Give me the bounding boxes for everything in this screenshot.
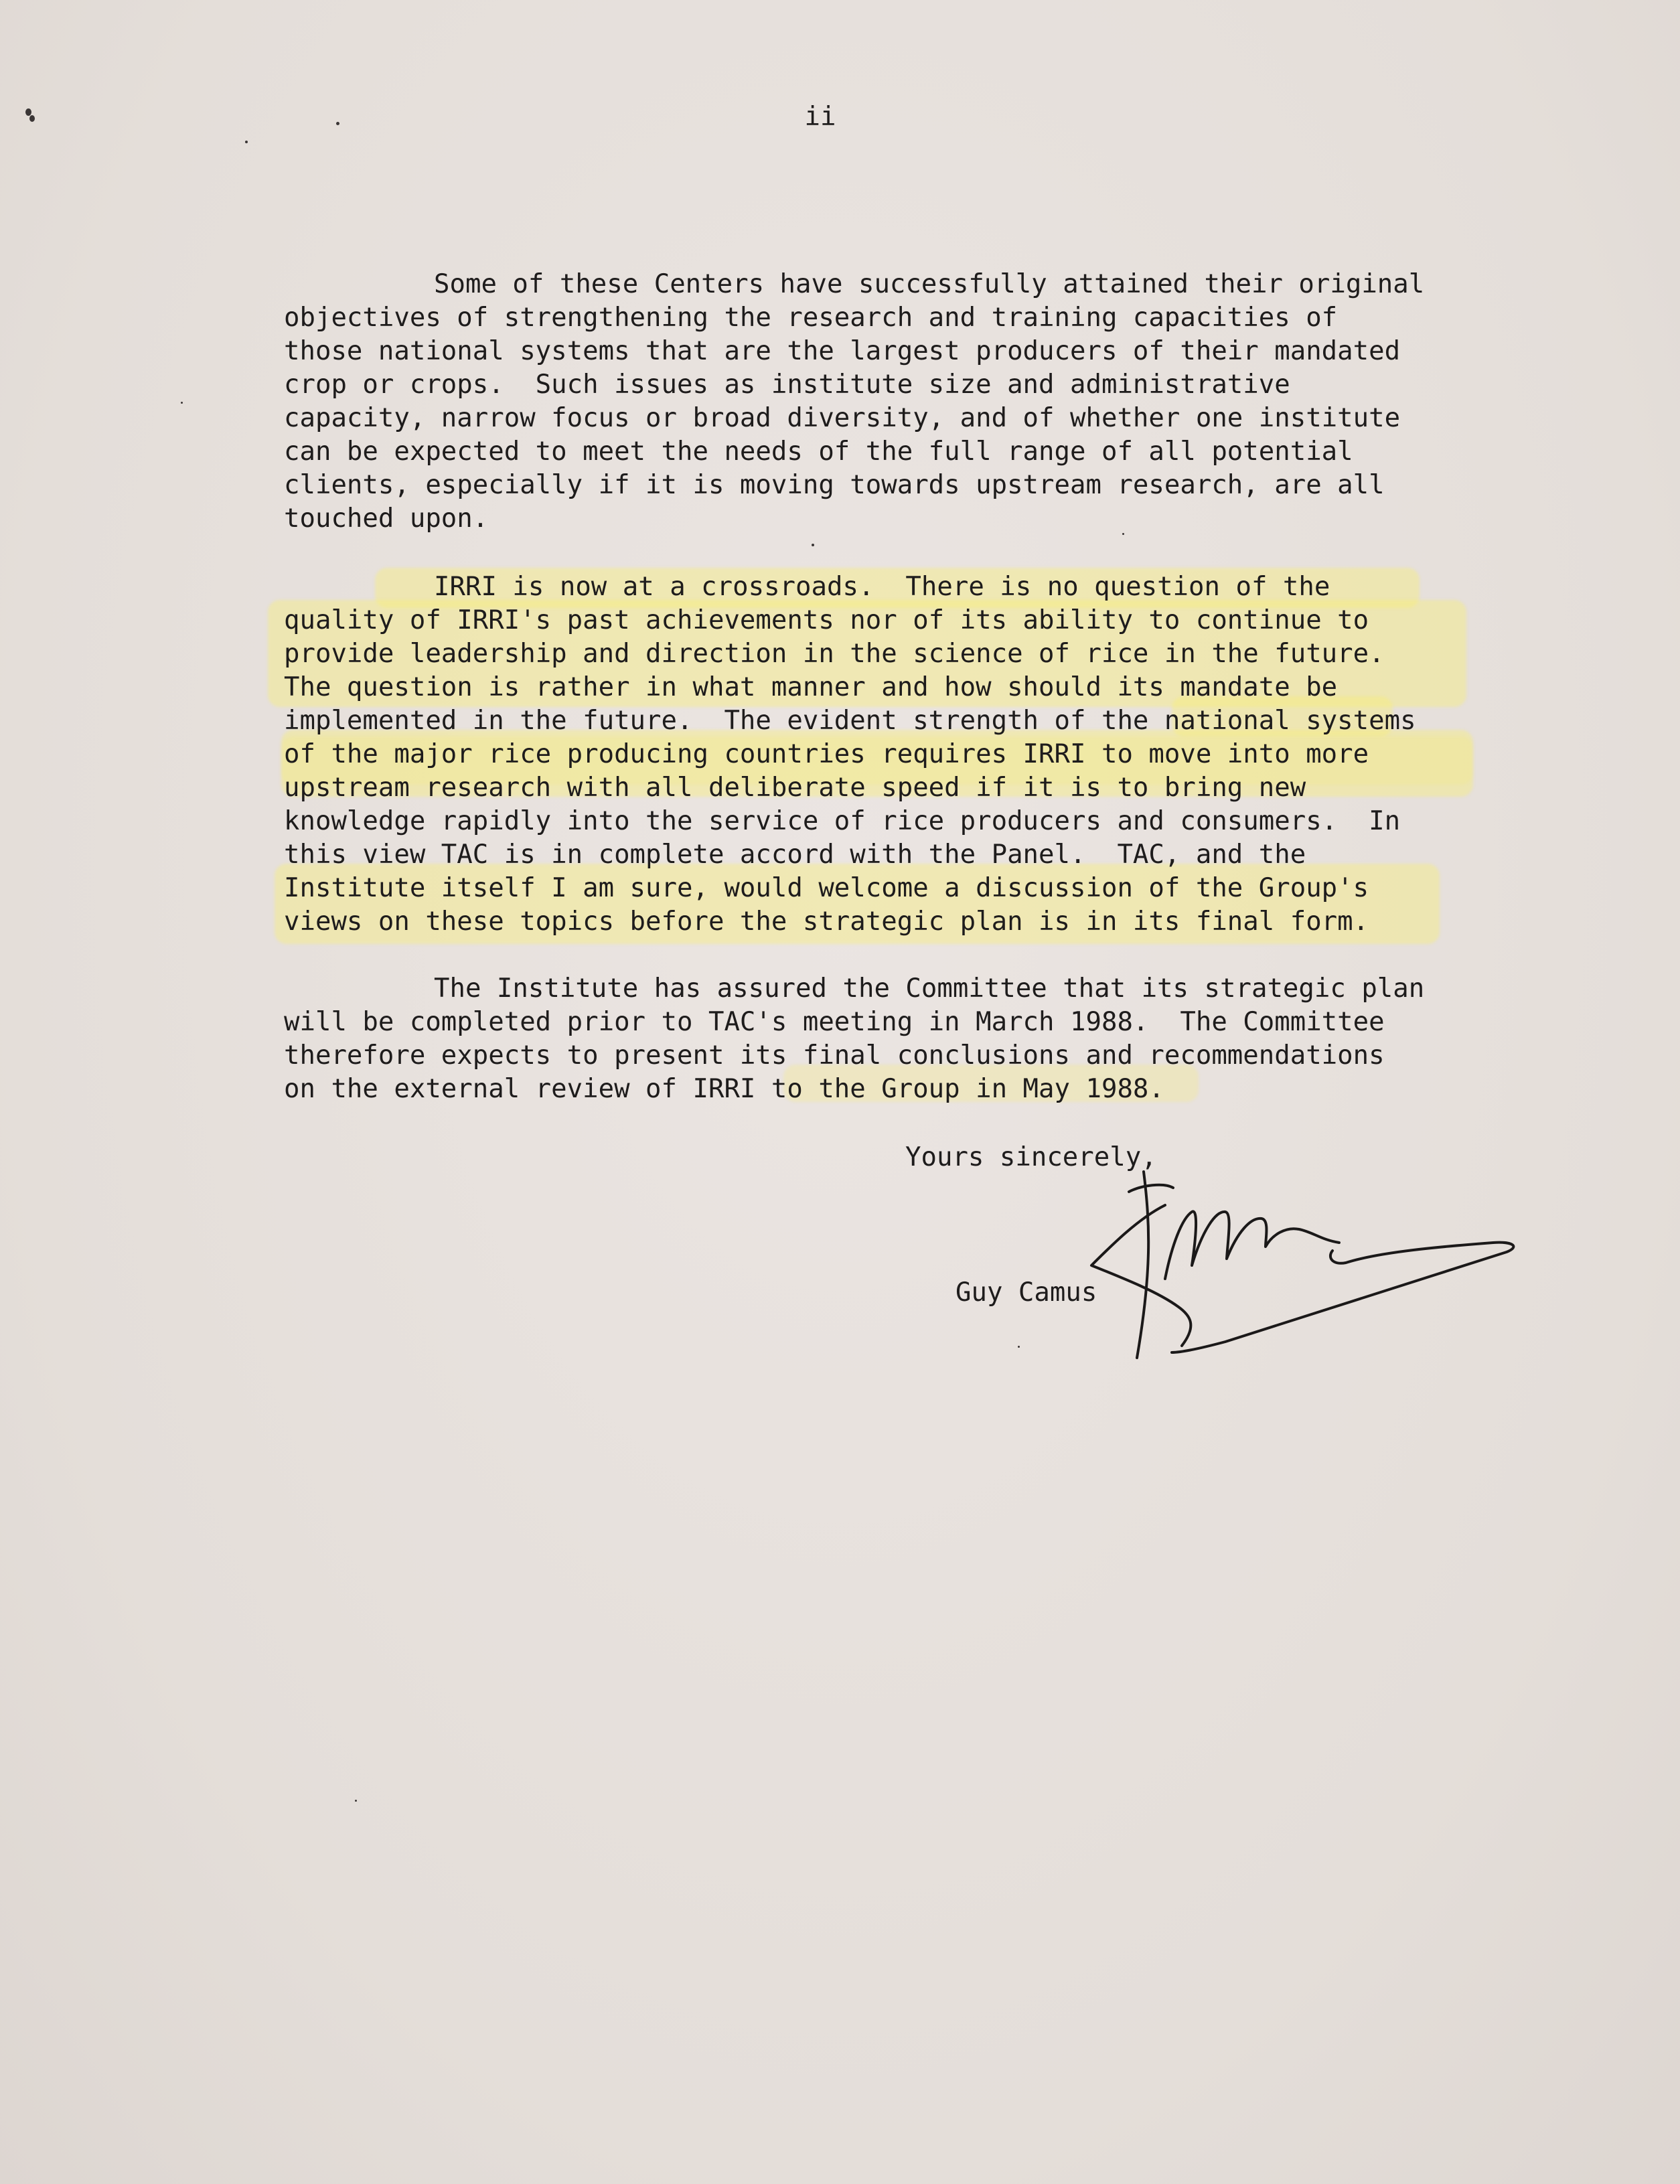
page-number: ii xyxy=(804,102,836,132)
text-line: of the major rice producing countries requires IRRI to move into more xyxy=(284,739,1369,769)
paragraph-strategic-plan xyxy=(284,972,1424,1106)
text-line: Some of these Centers have successfully attained their original xyxy=(434,269,1425,299)
text-line: The question is rather in what manner and how should its mandate be xyxy=(284,672,1338,702)
text-line: Institute itself I am sure, would welcome a discussion of the Group's xyxy=(284,873,1369,903)
text-line: on the external review of IRRI to the Group in May 1988. xyxy=(284,1074,1164,1104)
text-line: capacity, narrow focus or broad diversity, and of whether one institute xyxy=(284,403,1401,433)
paragraph-centers-objectives xyxy=(284,268,1424,536)
scan-speck xyxy=(812,544,814,546)
text-line: upstream research with all deliberate speed if it is to bring new xyxy=(284,773,1306,803)
scan-speck xyxy=(1018,1346,1020,1348)
text-line: quality of IRRI's past achievements nor of its ability to continue to xyxy=(284,605,1369,635)
scan-speck xyxy=(29,115,35,122)
closing-salutation: Yours sincerely, xyxy=(905,1142,1157,1172)
scan-speck xyxy=(355,1800,357,1802)
scan-speck xyxy=(336,122,339,125)
text-line: crop or crops. Such issues as institute size and administrative xyxy=(284,370,1290,400)
text-line: The Institute has assured the Committee that its strategic plan xyxy=(434,973,1425,1004)
scan-speck xyxy=(245,141,248,143)
handwritten-signature xyxy=(1065,1165,1520,1386)
text-line: implemented in the future. The evident strength of the national systems xyxy=(284,706,1416,736)
text-line: those national systems that are the largest producers of their mandated xyxy=(284,336,1401,366)
scan-speck xyxy=(181,402,183,404)
signer-name: Guy Camus xyxy=(956,1277,1097,1308)
text-line: views on these topics before the strategic plan is in its final form. xyxy=(284,907,1369,937)
text-line: can be expected to meet the needs of the full range of all potential xyxy=(284,437,1353,467)
text-line: clients, especially if it is moving towards upstream research, are all xyxy=(284,470,1385,500)
text-line: this view TAC is in complete accord with the Panel. TAC, and the xyxy=(284,840,1306,870)
text-line: knowledge rapidly into the service of rice producers and consumers. In xyxy=(284,806,1401,836)
paragraph-irri-crossroads xyxy=(284,570,1416,939)
text-line: will be completed prior to TAC's meeting in March 1988. The Committee xyxy=(284,1007,1385,1037)
text-line: provide leadership and direction in the science of rice in the future. xyxy=(284,639,1385,669)
text-line: therefore expects to present its final conclusions and recommendations xyxy=(284,1040,1385,1071)
text-line: objectives of strengthening the research and training capacities of xyxy=(284,303,1338,333)
text-line: IRRI is now at a crossroads. There is no question of the xyxy=(434,572,1330,602)
text-line: touched upon. xyxy=(284,503,489,534)
